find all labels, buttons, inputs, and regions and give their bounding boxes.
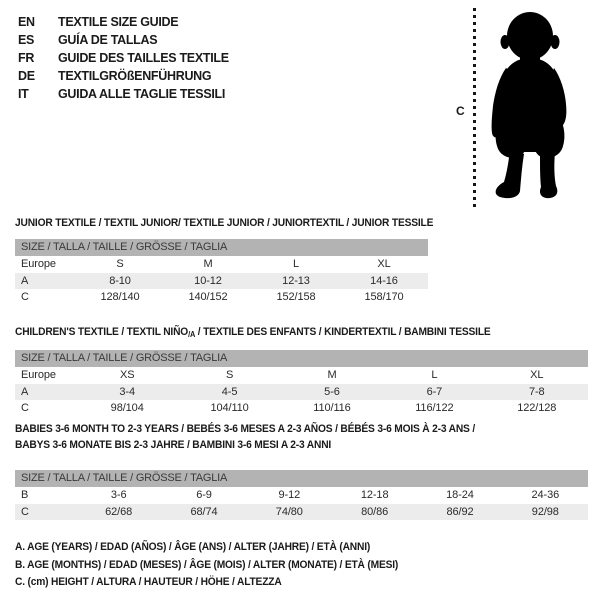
row-label-cell: C	[21, 291, 29, 304]
table-row	[15, 487, 588, 504]
row-label-cell: Europe	[21, 369, 56, 382]
value-cell: XL	[377, 258, 391, 271]
value-cell: 98/104	[110, 402, 144, 415]
title-line: BABIES 3-6 MONTH TO 2-3 YEARS / BEBÉS 3-6 MESES A 2-3 AÑOS / BÉBÉS 3-6 MOIS À 2-3 ANS /	[15, 423, 476, 435]
value-cell: XS	[119, 369, 135, 382]
value-cell: 80/86	[361, 505, 389, 518]
language-row	[18, 31, 229, 49]
value-cell: M	[327, 369, 337, 382]
language-code: EN	[18, 15, 35, 29]
row-label-cell: C	[21, 402, 29, 415]
language-code: FR	[18, 51, 35, 65]
row-label-cell: B	[21, 489, 29, 502]
value-cell: 116/122	[415, 402, 454, 415]
value-cell: M	[203, 258, 213, 271]
value-cell: S	[225, 369, 234, 382]
value-cell: 3-4	[119, 385, 135, 398]
language-code: IT	[18, 87, 29, 101]
value-cell: 110/116	[313, 402, 351, 415]
row-label-cell: A	[21, 385, 29, 398]
value-cell: 158/170	[364, 291, 404, 304]
language-row	[18, 49, 229, 67]
value-cell: 8-10	[109, 274, 131, 287]
children-size-table	[15, 350, 588, 417]
value-cell: 122/128	[517, 402, 557, 415]
baby-silhouette-icon	[488, 8, 580, 204]
table-row	[15, 256, 428, 273]
value-cell: XL	[530, 369, 544, 382]
section-title-children	[15, 324, 491, 343]
value-cell: 140/152	[188, 291, 228, 304]
language-row	[18, 67, 229, 85]
size-header-bar: SIZE / TALLA / TAILLE / GRÖSSE / TAGLIA	[15, 350, 588, 367]
value-cell: 86/92	[446, 505, 474, 518]
junior-size-table	[15, 239, 428, 306]
language-header	[18, 13, 229, 103]
value-cell: 3-6	[110, 489, 127, 502]
language-title: GUIDA ALLE TAGLIE TESSILI	[58, 87, 226, 101]
value-cell: 128/140	[100, 291, 140, 304]
value-cell: 92/98	[531, 505, 559, 518]
value-cell: 62/68	[105, 505, 133, 518]
height-dashed-line	[473, 8, 476, 207]
language-title: GUÍA DE TALLAS	[58, 33, 158, 47]
value-cell: 12-18	[360, 489, 389, 502]
title-subscript: /A	[188, 330, 196, 339]
value-cell: 5-6	[324, 385, 340, 398]
size-header-bar: SIZE / TALLA / TAILLE / GRÖSSE / TAGLIA	[15, 239, 428, 256]
language-row	[18, 13, 229, 31]
value-cell: 14-16	[370, 274, 398, 287]
language-title: TEXTILE SIZE GUIDE	[58, 15, 179, 29]
footnote-line: B. AGE (MONTHS) / EDAD (MESES) / ÂGE (MOIS) / ALTER (MONATE) / ETÀ (MESI)	[15, 558, 399, 571]
table-row	[15, 504, 588, 521]
language-title: TEXTILGRÖßENFÜHRUNG	[58, 69, 212, 83]
value-cell: 7-8	[528, 385, 545, 398]
height-measure-label: C	[456, 104, 465, 118]
babies-size-table	[15, 470, 588, 520]
footnote-line: C. (cm) HEIGHT / ALTURA / HAUTEUR / HÖHE / ALTEZZA	[15, 576, 282, 588]
value-cell: 4-5	[221, 385, 238, 398]
legend	[15, 539, 398, 592]
table-row	[15, 273, 428, 290]
title-text: CHILDREN'S TEXTILE / TEXTIL NIÑO	[15, 326, 189, 338]
footnote-line: A. AGE (YEARS) / EDAD (AÑOS) / ÂGE (ANS) / ALTER (JAHRE) / ETÀ (ANNI)	[15, 541, 371, 553]
value-cell: 74/80	[275, 505, 303, 518]
title-text: / TEXTILE DES ENFANTS / KINDERTEXTIL / BAMBINI TESSILE	[195, 326, 491, 338]
row-label-cell: C	[21, 505, 29, 518]
language-code: ES	[18, 33, 35, 47]
value-cell: 18-24	[446, 489, 474, 502]
language-title: GUIDE DES TAILLES TEXTILE	[58, 51, 229, 65]
value-cell: 6-7	[426, 385, 443, 398]
table-row	[15, 367, 588, 384]
value-cell: 12-13	[282, 274, 310, 287]
value-cell: 6-9	[196, 489, 212, 502]
section-title-junior: JUNIOR TEXTILE / TEXTIL JUNIOR/ TEXTILE JUNIOR / JUNIORTEXTIL / JUNIOR TESSILE	[15, 217, 434, 229]
value-cell: S	[116, 258, 124, 271]
language-row	[18, 85, 229, 103]
value-cell: 10-12	[194, 274, 222, 287]
value-cell: 24-36	[531, 489, 560, 502]
row-label-cell: Europe	[21, 258, 56, 271]
row-label-cell: A	[21, 274, 29, 287]
section-title-babies	[15, 421, 475, 453]
value-cell: 9-12	[278, 489, 301, 502]
table-row	[15, 289, 428, 306]
size-header-bar: SIZE / TALLA / TAILLE / GRÖSSE / TAGLIA	[15, 470, 588, 487]
value-cell: 68/74	[190, 505, 218, 518]
title-line: BABYS 3-6 MONATE BIS 2-3 JAHRE / BAMBINI 3-6 MESI A 2-3 ANNI	[15, 439, 332, 451]
table-row	[15, 400, 588, 417]
table-row	[15, 384, 588, 401]
value-cell: L	[431, 369, 438, 382]
language-code: DE	[18, 69, 35, 83]
value-cell: 104/110	[210, 402, 249, 415]
value-cell: L	[292, 258, 300, 271]
value-cell: 152/158	[276, 291, 316, 304]
